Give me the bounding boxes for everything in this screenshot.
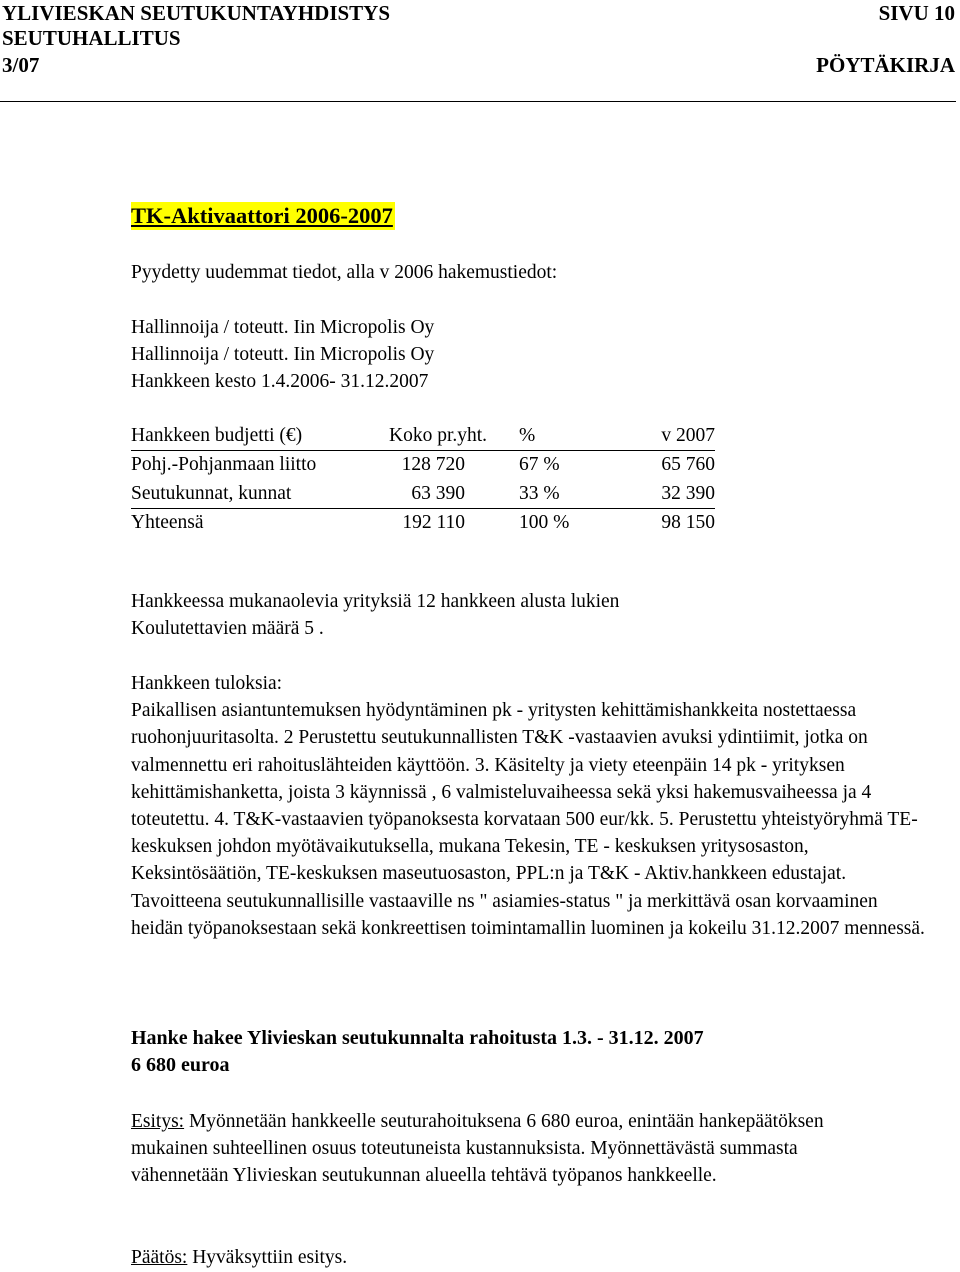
proposal-text: Myönnetään hankkeelle seuturahoituksena 6 680 euroa, enintään hankepäätöksen mukainen suhteellinen osuus toteutuneista kustannuksista. Myönnettävästä summasta vähennetään Ylivieskan seutukunnan alueella tehtävä työpanos hankkeelle. <box>131 1111 824 1187</box>
budget-header-year: v 2007 <box>661 425 715 446</box>
participation-info <box>131 588 619 642</box>
budget-header-row <box>131 422 715 451</box>
budget-header-total: Koko pr.yht. <box>389 425 488 446</box>
intro-line: Pyydetty uudemmat tiedot, alla v 2006 hakemustiedot: <box>131 262 558 283</box>
budget-cell-total: 128 720 <box>401 454 465 475</box>
funding-line-1: Hanke hakee Ylivieskan seutukunnalta rahoitusta 1.3. - 31.12. 2007 <box>131 1027 704 1049</box>
org-name: YLIVIESKAN SEUTUKUNTAYHDISTYS <box>2 1 391 25</box>
header-row-1 <box>2 1 955 25</box>
info-line-admin-2: Hallinnoija / toteutt. Iin Micropolis Oy <box>131 344 435 365</box>
budget-table <box>131 422 715 538</box>
budget-cell-total: 63 390 <box>411 483 465 504</box>
budget-cell-percent: 33 % <box>519 483 560 504</box>
funding-section <box>131 1025 931 1079</box>
companies-line: Hankkeessa mukanaolevia yrityksiä 12 hankkeen alusta lukien <box>131 591 620 612</box>
budget-cell-total: 192 110 <box>402 512 465 533</box>
info-line-duration: Hankkeen kesto 1.4.2006- 31.12.2007 <box>131 371 429 392</box>
header-row-3 <box>2 53 955 77</box>
budget-row <box>131 480 715 509</box>
decision-text: Hyväksyttiin esitys. <box>192 1247 348 1268</box>
meeting-number: 3/07 <box>2 53 40 77</box>
budget-header-percent: % <box>519 425 536 446</box>
budget-cell-source: Yhteensä <box>131 512 204 533</box>
trainees-line: Koulutettavien määrä 5 . <box>131 618 324 639</box>
page-number: SIVU 10 <box>878 1 955 25</box>
budget-cell-percent: 100 % <box>519 512 570 533</box>
budget-header-label: Hankkeen budjetti (€) <box>131 425 303 446</box>
header-rule <box>0 101 956 102</box>
board-name: SEUTUHALLITUS <box>2 26 181 50</box>
funding-line-2: 6 680 euroa <box>131 1054 230 1077</box>
results-label: Hankkeen tuloksia: <box>131 673 283 694</box>
budget-cell-percent: 67 % <box>519 454 560 475</box>
budget-row <box>131 451 715 480</box>
budget-cell-year: 32 390 <box>661 483 715 504</box>
proposal-section <box>131 1108 891 1190</box>
budget-cell-source: Pohj.-Pohjanmaan liitto <box>131 454 317 475</box>
project-info <box>131 314 434 395</box>
results-text: Paikallisen asiantuntemuksen hyödyntäminen pk - yritysten kehittämishankkeita nostettaessa ruohonjuuritasolta. 2 Perustettu seutukunnallisten T&K -vastaavien avuksi ydintiimit, jotka on valmennettu eri rahoituslähteiden käyttöön. 3. Käsitelty ja viety eteenpäin 14 pk - yrityksen kehittämishanketta, joista 3 käynnissä , 6 valmisteluvaiheessa sekä yksi hakemusvaiheessa ja 4 toteutettu. 4. T&K-vastaavien työpanoksesta korvataan 500 eur/kk. 5. Perustettu yhteistyöryhmä TE- keskuksen johdon myötävaikutuksella, mukana Tekesin, TE - keskuksen yritysosaston, Keksintösäätiön, TE-keskuksen maseutuosaston, PPL:n ja T&K - Aktiv.hankkeen edustajat. Tavoitteena seutukunnallisille vastaaville ns " asiamies-status " ja merkittävä osan korvaaminen heidän työpanoksestaan sekä konkreettisen toimintamallin luominen ja kokeilu 31.12.2007 mennessä. <box>131 700 925 939</box>
budget-cell-year: 65 760 <box>661 454 715 475</box>
document-title: TK-Aktivaattori 2006-2007 <box>131 203 393 228</box>
proposal-label: Esitys: <box>131 1111 185 1132</box>
budget-cell-source: Seutukunnat, kunnat <box>131 483 292 504</box>
budget-cell-year: 98 150 <box>661 512 715 533</box>
doc-type: PÖYTÄKIRJA <box>816 53 955 77</box>
decision-section <box>131 1244 931 1271</box>
budget-row-total <box>131 509 715 538</box>
header-row-2 <box>2 26 955 50</box>
decision-label: Päätös: <box>131 1247 188 1268</box>
info-line-admin: Hallinnoija / toteutt. Iin Micropolis Oy <box>131 317 435 338</box>
intro-text <box>131 259 557 286</box>
results-section <box>131 670 931 942</box>
